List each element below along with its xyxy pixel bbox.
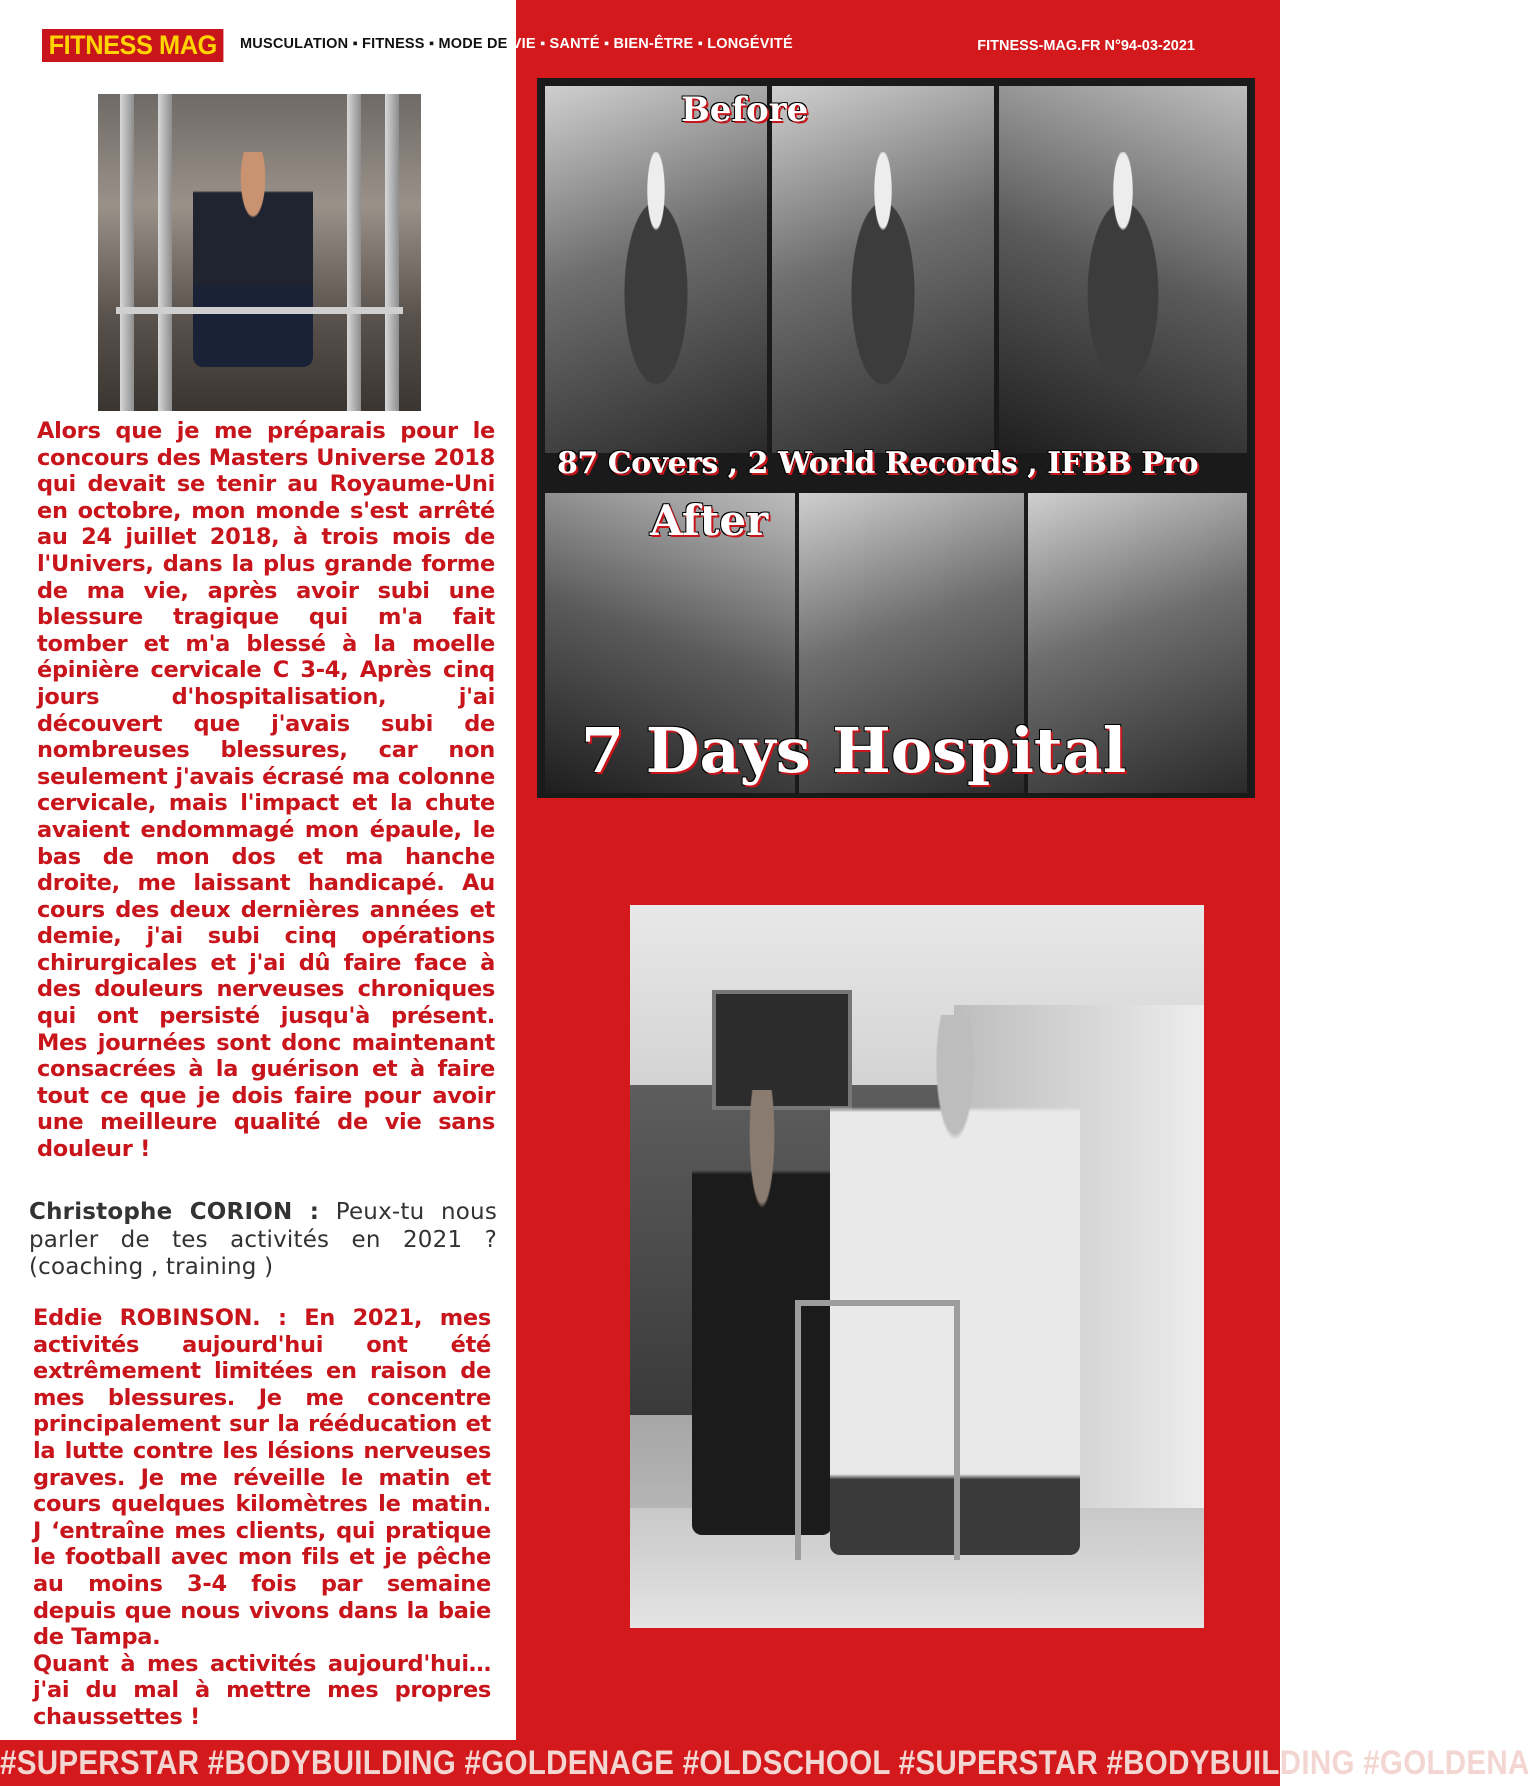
barbell [116, 307, 403, 314]
interviewer-name: Christophe CORION : [29, 1199, 320, 1225]
covers-records-label: 87 Covers , 2 World Records , IFBB Pro [557, 446, 1198, 481]
before-after-collage [537, 78, 1255, 798]
story-paragraph: Alors que je me préparais pour le concours des Masters Universe 2018 qui devait se tenir au Royaume-Uni en octobre, mon monde s'est arrêté au 24 juillet 2018, à trois mois de l'Univers, dans la plus grande forme de ma vie, après avoir subi une blessure tragique qui m'a fait tomber et m'a blessé à la moelle épinière cervicale C 3-4, Après cinq jours d'hospitalisation, j'ai découvert que j'avais subi de nombreuses blessures, car non seulement j'avais écrasé ma colonne cervicale, mais l'impact et la chute avaient endommagé mon épaule, le bas de mon dos et ma hanche droite, me laissant handicapé. Au cours des deux dernières années et demie, j'ai subi cinq opérations chirurgicales et j'ai dû faire face à des douleurs nerveuses chroniques qui ont persisté jusqu'à présent. Mes journées sont donc maintenant consacrées à la guérison et à faire tout ce que je dois faire pour avoir une meilleure qualité de vie sans douleur ! [37, 418, 495, 1163]
hospital-label: 7 Days Hospital [581, 714, 1127, 787]
hashtag-footer [0, 1740, 1530, 1786]
walker-frame [795, 1300, 960, 1560]
interview-question [29, 1199, 497, 1282]
hospital-walker-photo [630, 905, 1204, 1628]
collage-gym-photo [999, 86, 1247, 453]
before-label: Before [681, 90, 809, 130]
interview-answer [33, 1305, 491, 1731]
gym-deadlift-photo [98, 94, 421, 411]
squat-rack-post [347, 94, 361, 411]
collage-posing-photo [772, 86, 994, 453]
collage-posing-photo [545, 86, 767, 453]
section-nav-left[interactable]: MUSCULATION ▪ FITNESS ▪ MODE DE [240, 36, 508, 52]
issue-number: FITNESS-MAG.FR N°94-03-2021 [977, 38, 1195, 54]
section-nav [240, 36, 793, 52]
section-nav-right[interactable]: VIE ▪ SANTÉ ▪ BIEN-ÊTRE ▪ LONGÉVITÉ [507, 36, 793, 52]
respondent-name: Eddie ROBINSON. : [33, 1305, 287, 1331]
after-label: After [650, 496, 769, 545]
athlete-figure [193, 152, 313, 367]
squat-rack-post [385, 94, 399, 411]
answer-ending: Quant à mes activités aujourd'hui… j'ai du mal à mettre mes propres chaussettes ! [33, 1650, 491, 1730]
squat-rack-post [158, 94, 172, 411]
answer-text: En 2021, mes activités aujourd'hui ont été extrêmement limitées en raison de mes blessures. Je me concentre principalement sur la rééducation et la lutte contre les lésions nerveuses graves. Je me réveille le matin et cours quelques kilomètres le matin. J ‘entraîne mes clients, qui pratique le football avec mon fils et je pêche au moins 3-4 fois par semaine depuis que nous vivons dans la baie de Tampa. [33, 1305, 491, 1651]
question-text: Peux-tu nous parler de tes activités en 2021 ? (coaching , training ) [29, 1199, 498, 1280]
squat-rack-post [120, 94, 134, 411]
hashtag-strip: #SUPERSTAR #BODYBUILDING #GOLDENAGE #OLDSCHOOL #SUPERSTAR #BODYBUILDING #GOLDENA [0, 1744, 1530, 1782]
magazine-logo[interactable]: FITNESS MAG [42, 29, 223, 62]
